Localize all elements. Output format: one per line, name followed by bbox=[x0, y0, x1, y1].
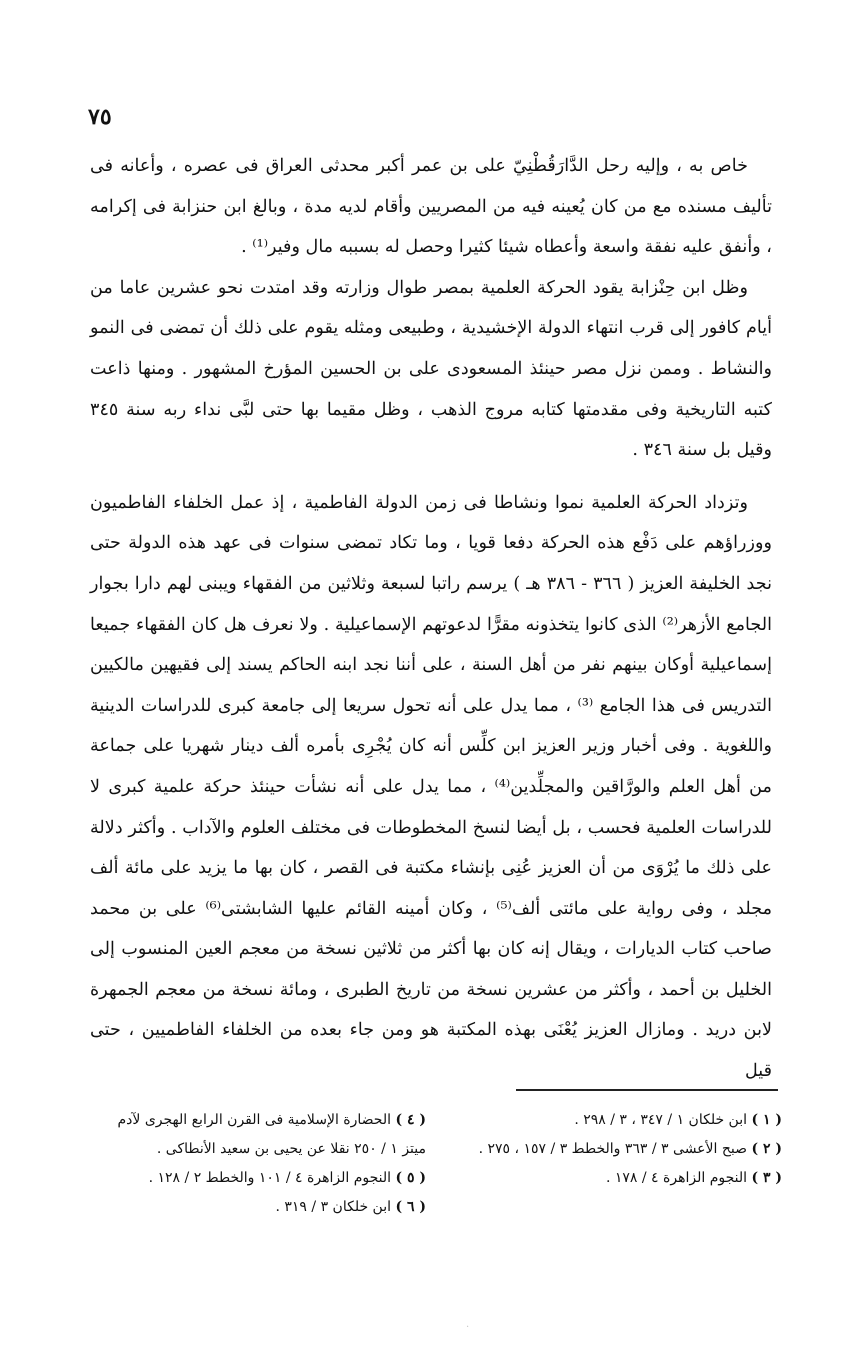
paragraph-3: وتزداد الحركة العلمية نموا ونشاطا فى زمن الدولة الفاطمية ، إذ عمل الخلفاء الفاطميون ووزراؤهم على دَفْع هذه الحركة دفعا قويا ، وما تكاد تمضى سنوات فى عهد هذه الدولة حتى نجد الخليفة العزيز ( ٣٦٦ - ٣٨٦ هـ ) يرسم راتبا لسبعة وثلاثين من الفقهاء ويبنى لهم دارا بجوار الجامع الأزهر⁽²⁾ الذى كانوا يتخذونه مقرًّا لدعوتهم الإسماعيلية . ولا نعرف هل كان الفقهاء جميعا إسماعيلية أوكان بينهم نفر من أهل السنة ، على أننا نجد ابنه الحاكم يسند إلى فقيهين مالكيين التدريس فى هذا الجامع ⁽³⁾ ، مما يدل على أنه تحول سريعا إلى جامعة كبرى للدراسات الدينية واللغوية . وفى أخبار وزير العزيز ابن كلِّس أنه كان يُجْرِى بأمره ألف دينار شهريا على جماعة من أهل العلم والورَّاقين والمجلِّدين⁽⁴⁾ ، مما يدل على أنه نشأت حينئذ حركة علمية كبرى لا للدراسات العلمية فحسب ، بل أيضا لنسخ المخطوطات فى مختلف العلوم والآداب . وأكثر دلالة على ذلك ما يُرْوَى من أن العزيز عُنِى بإنشاء مكتبة فى القصر ، كان بها ما يزيد على مائة ألف مجلد ، وفى رواية على مائتى ألف⁽⁵⁾ ، وكان أمينه القائم عليها الشابشتى⁽⁶⁾ على بن محمد صاحب كتاب الديارات ، ويقال إنه كان بها أكثر من ثلاثين نسخة من معجم العين المنسوب إلى الخليل بن أحمد ، وأكثر من عشرين نسخة من تاريخ الطبرى ، ومائة نسخة من معجم الجمهرة لابن دريد . ومازال العزيز يُعْنَى بهذه المكتبة هو ومن جاء بعده من الخلفاء الفاطميين ، حتى قيل bbox=[90, 492, 773, 1082]
footnote-4 bbox=[96, 1106, 426, 1164]
footnote-2 bbox=[470, 1135, 782, 1164]
paragraph-1: خاص به ، وإليه رحل الدَّارَقُطْنِيّ على بن عمر أكبر محدثى العراق فى عصره ، وأعانه فى تأليف مسنده مع من كان يُعينه فيه من المصريين وأقام لديه مدة ، وبالغ ابن حنزابة فى إكرامه ، وأنفق عليه نفقة واسعة وأعطاه شيئا كثيرا وحصل له بسببه مال وفير⁽¹⁾ . bbox=[90, 156, 772, 258]
footnote-2-text: صبح الأعشى ٣ / ٣٦٣ والخطط ٣ / ١٥٧ ، ٢٧٥ . bbox=[478, 1141, 748, 1157]
body-text bbox=[90, 146, 772, 1092]
scan-speck: · bbox=[466, 1322, 470, 1333]
footnote-1-text: ابن خلكان ١ / ٣٤٧ ، ٣ / ٢٩٨ . bbox=[574, 1112, 748, 1128]
page-number: ٧٥ bbox=[88, 104, 112, 130]
footnote-3-text: النجوم الزاهرة ٤ / ١٧٨ . bbox=[605, 1170, 748, 1186]
footnote-3-number: ( ٣ ) bbox=[751, 1170, 782, 1186]
footnote-5-text: النجوم الزاهرة ٤ / ١٠١ والخطط ٢ / ١٢٨ . bbox=[148, 1170, 392, 1186]
footnotes-left-column bbox=[96, 1106, 426, 1222]
footnotes-right-column bbox=[470, 1106, 782, 1193]
footnote-4-number: ( ٤ ) bbox=[395, 1112, 426, 1128]
footnote-1-number: ( ١ ) bbox=[751, 1112, 782, 1128]
footnote-1 bbox=[470, 1106, 782, 1135]
footnote-divider bbox=[516, 1089, 778, 1091]
footnote-2-number: ( ٢ ) bbox=[751, 1141, 782, 1157]
footnote-6-text: ابن خلكان ٣ / ٣١٩ . bbox=[275, 1199, 392, 1215]
paragraph-2: وظل ابن حِنْزابة يقود الحركة العلمية بمصر طوال وزارته وقد امتدت نحو عشرين عاما من أيام كافور إلى قرب انتهاء الدولة الإخشيدية ، وطبيعى ومثله يقوم على ذلك أن تمضى فى النمو والنشاط . وممن نزل مصر حينئذ المسعودى على بن الحسين المؤرخ المشهور . ومنها ذاعت كتبه التاريخية وفى مقدمتها كتابه مروج الذهب ، وظل مقيما بها حتى لبَّى نداء ربه سنة ٣٤٥ وقيل بل سنة ٣٤٦ . bbox=[90, 277, 772, 461]
footnote-6-number: ( ٦ ) bbox=[395, 1199, 426, 1215]
footnote-6 bbox=[96, 1193, 426, 1222]
footnote-5-number: ( ٥ ) bbox=[395, 1170, 426, 1186]
footnote-5 bbox=[96, 1164, 426, 1193]
footnote-4-text: الحضارة الإسلامية فى القرن الرابع الهجرى لآدم ميتز ١ / ٢٥٠ نقلا عن يحيى بن سعيد الأنطاكى . bbox=[117, 1112, 426, 1157]
footnote-3 bbox=[470, 1164, 782, 1193]
